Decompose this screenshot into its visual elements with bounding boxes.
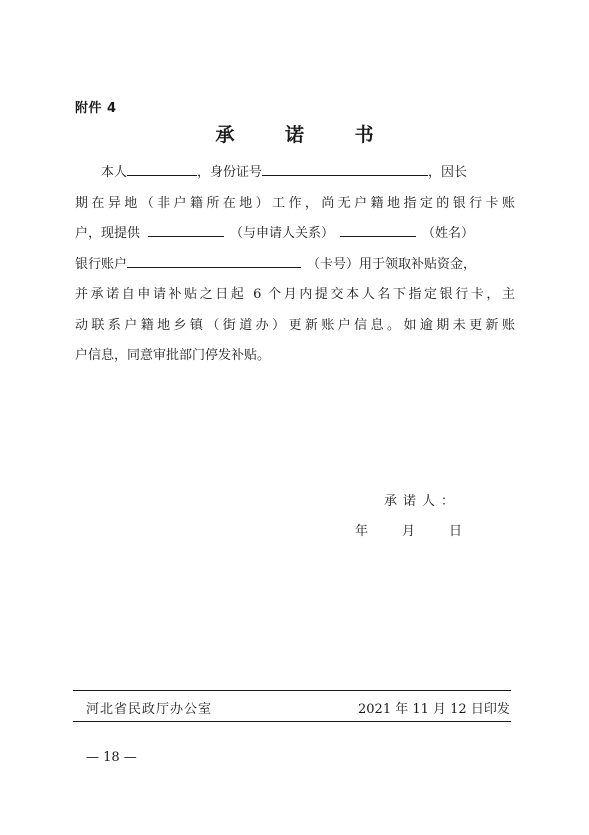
paragraph-line-3 bbox=[75, 219, 515, 250]
paragraph-line-5: 并承诺自申请补贴之日起 6 个月内提交本人名下指定银行卡，主 bbox=[75, 287, 515, 302]
id-number-blank bbox=[262, 162, 428, 176]
footer-top-rule bbox=[73, 690, 511, 691]
footer-issuer: 河北省民政厅办公室 bbox=[86, 702, 213, 717]
day-label: 日 bbox=[449, 524, 463, 539]
page-number: — 18 — bbox=[86, 750, 137, 765]
text-provide: 户，现提供 bbox=[75, 226, 141, 241]
footer-bottom-rule bbox=[73, 721, 511, 722]
paragraph-line-4 bbox=[75, 250, 515, 281]
year-label: 年 bbox=[355, 524, 369, 539]
text-because: ，因长 bbox=[428, 165, 468, 180]
paragraph-line-6: 动联系户籍地乡镇（街道办）更新账户信息。如逾期未更新账 bbox=[75, 317, 515, 333]
paragraph-line-1 bbox=[75, 158, 515, 189]
paragraph-line-2: 期在异地（非户籍所在地）工作，尚无户籍地指定的银行卡账 bbox=[75, 195, 515, 211]
text-bank-account: 银行账户 bbox=[75, 256, 128, 272]
signer-label: 承诺人： bbox=[384, 494, 461, 509]
text-id-number: ，身份证号 bbox=[197, 165, 263, 180]
holder-name-blank bbox=[340, 223, 416, 237]
name-blank bbox=[127, 162, 197, 176]
card-number-blank bbox=[127, 254, 301, 268]
signature-date bbox=[355, 520, 462, 539]
relation-blank bbox=[148, 223, 224, 237]
text-name: （姓名） bbox=[422, 226, 475, 241]
paragraph-line-7: 户信息，同意审批部门停发补贴。 bbox=[75, 348, 271, 363]
text-self: 本人 bbox=[101, 165, 128, 180]
footer-issue-date: 2021 年 11 月 12 日印发 bbox=[358, 702, 510, 717]
pledge-paragraph bbox=[75, 158, 515, 372]
document-title: 承 诺 书 bbox=[215, 124, 396, 146]
text-card-number: （卡号）用于领取补贴资金， bbox=[307, 256, 477, 272]
attachment-label: 附件 4 bbox=[75, 101, 117, 116]
month-label: 月 bbox=[402, 524, 416, 539]
text-relation: （与申请人关系） bbox=[230, 226, 335, 241]
